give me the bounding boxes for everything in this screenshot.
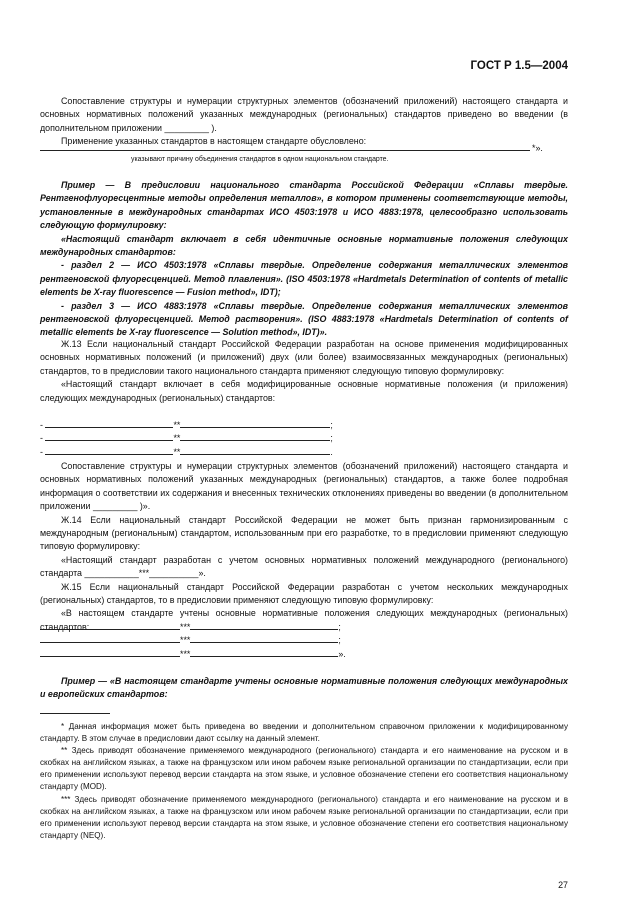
footnote-2: ** Здесь приводят обозначение применяемого международного (регионального) стандарта и его наименование на русском и в скобках на английском языках, а также на французском или ином рабочем языке региональной организации по стандартизации, если при его применении используют перевод версии стандарта на этом языке, и условное обозначение степени его соответствия национальному стандарту (MOD). <box>40 746 568 792</box>
footnotes <box>40 721 568 842</box>
footnote-separator <box>40 713 110 714</box>
blank-line <box>40 150 530 151</box>
blank-line-caption: указывают причину объединения стандартов в одном национальном стандарте. <box>131 156 389 163</box>
zh13-paragraph-2: «Настоящий стандарт включает в себя модифицированные основные нормативные положения (и приложения) следующих международных (региональных) стандартов: <box>40 379 568 403</box>
zh13-comparison <box>40 460 568 634</box>
footnote-3: *** Здесь приводят обозначение применяемого международного (регионального) стандарта и его наименование на русском и в скобках на английском языках, а также на французском или ином рабочем языке региональной организации по стандартизации, если при его применении используют перевод версии стандарта на этом языке, и условное обозначение степени его соответствия национальному стандарту (NEQ). <box>40 794 568 840</box>
section-zh13 <box>40 338 568 405</box>
zh13-paragraph-1: Ж.13 Если национальный стандарт Российской Федерации разработан на основе применения модифицированных основных нормативных положений (и приложений) двух (или более) взаимосвязанных международных (региональных) стандартов, то в предисловии такого национального стандарта применяют следующую типовую формулировку: <box>40 339 568 376</box>
page-number: 27 <box>558 880 568 890</box>
example-1-quote: «Настоящий стандарт включает в себя идентичные основные нормативные положения следующих международных стандартов: <box>40 233 568 258</box>
blank-line-end: *». <box>532 143 543 153</box>
example-2 <box>40 675 568 702</box>
zh15-paragraph-1: Ж.15 Если национальный стандарт Российской Федерации разработан с учетом нескольких международных (региональных) стандартов, то в предисловии применяют следующую типовую формулировку: <box>40 581 568 606</box>
zh13-paragraph-3: Сопоставление структуры и нумерации структурных элементов (обозначений приложений) настоящего стандарта и основных нормативных положений указанных международных (региональных) стандартов, а также более подробная информация о соответствии их содержания и внесенных технических отклонениях приведены во введении (в дополнительном приложении _________ )». <box>40 461 568 512</box>
example-1 <box>40 179 568 340</box>
zh15-blank-item: *** ; <box>40 634 346 647</box>
zh13-blank-item: - ** ; <box>40 420 333 430</box>
zh13-blank-list <box>40 419 333 459</box>
zh15-blank-item: *** ; <box>40 621 346 634</box>
zh13-blank-item: - ** ; <box>40 433 333 444</box>
intro-paragraph-2: Применение указанных стандартов в настоящем стандарте обусловлено: <box>61 136 367 147</box>
footnote-1: * Данная информация может быть приведена во введении и дополнительном справочном приложении к модифицированному стандарту. В этом случае в предисловии дают ссылку на данный элемент. <box>40 722 568 744</box>
zh14-paragraph-1: Ж.14 Если национальный стандарт Российской Федерации не может быть признан гармонизированным с международным (региональным) стандартом, использованным при его разработке, то в предисловии применяют следующую типовую формулировку: <box>40 514 568 552</box>
zh15-blank-item: *** ». <box>40 648 346 661</box>
intro-block <box>40 95 568 149</box>
zh13-blank-item: - ** . <box>40 446 333 457</box>
zh15-blank-list <box>40 621 346 661</box>
zh14-paragraph-2: «Настоящий стандарт разработан с учетом основных нормативных положений международного (регионального) стандарта ___________***__________». <box>40 554 568 579</box>
intro-paragraph-1: Сопоставление структуры и нумерации структурных элементов (обозначений приложений) настоящего стандарта и основных нормативных положений указанных международных (региональных) стандартов приведено во введении (в дополнительном приложении _________ ). <box>40 96 568 133</box>
example-1-item-1: - раздел 2 — ИСО 4503:1978 «Сплавы твердые. Определение содержания металлических элементов рентгеновской флуоресценцией. Метод плавления». (ISO 4503:1978 «Hardmetals Determination of contents of metallic elements be X-ray fluorescence — Fusion method», IDT); <box>40 260 568 298</box>
zh15-paragraph-2: «В настоящем стандарте учтены основные нормативные положения следующих международных (региональных) стандартов: <box>40 608 568 632</box>
example-1-item-2: - раздел 3 — ИСО 4883:1978 «Сплавы твердые. Определение содержания металлических элементов рентгеновской флуоресценцией. Метод растворения». (ISO 4883:1978 «Hardmetals Determination of contents of metallic elements be X-ray fluorescence — Solution method», IDT)». <box>40 300 568 338</box>
example-2-text: Пример — «В настоящем стандарте учтены основные нормативные положения следующих международных и европейских стандартов: <box>40 676 568 700</box>
document-code-header: ГОСТ Р 1.5—2004 <box>470 60 568 72</box>
example-1-intro: Пример — В предисловии национального стандарта Российской Федерации «Сплавы твердые. Рентгенофлуоресцентные методы определения металлов», в котором применены соответствующие методы, установленные в международных стандартах ИСО 4503:1978 и ИСО 4883:1978, целесообразно использовать следующую формулировку: <box>40 180 568 231</box>
